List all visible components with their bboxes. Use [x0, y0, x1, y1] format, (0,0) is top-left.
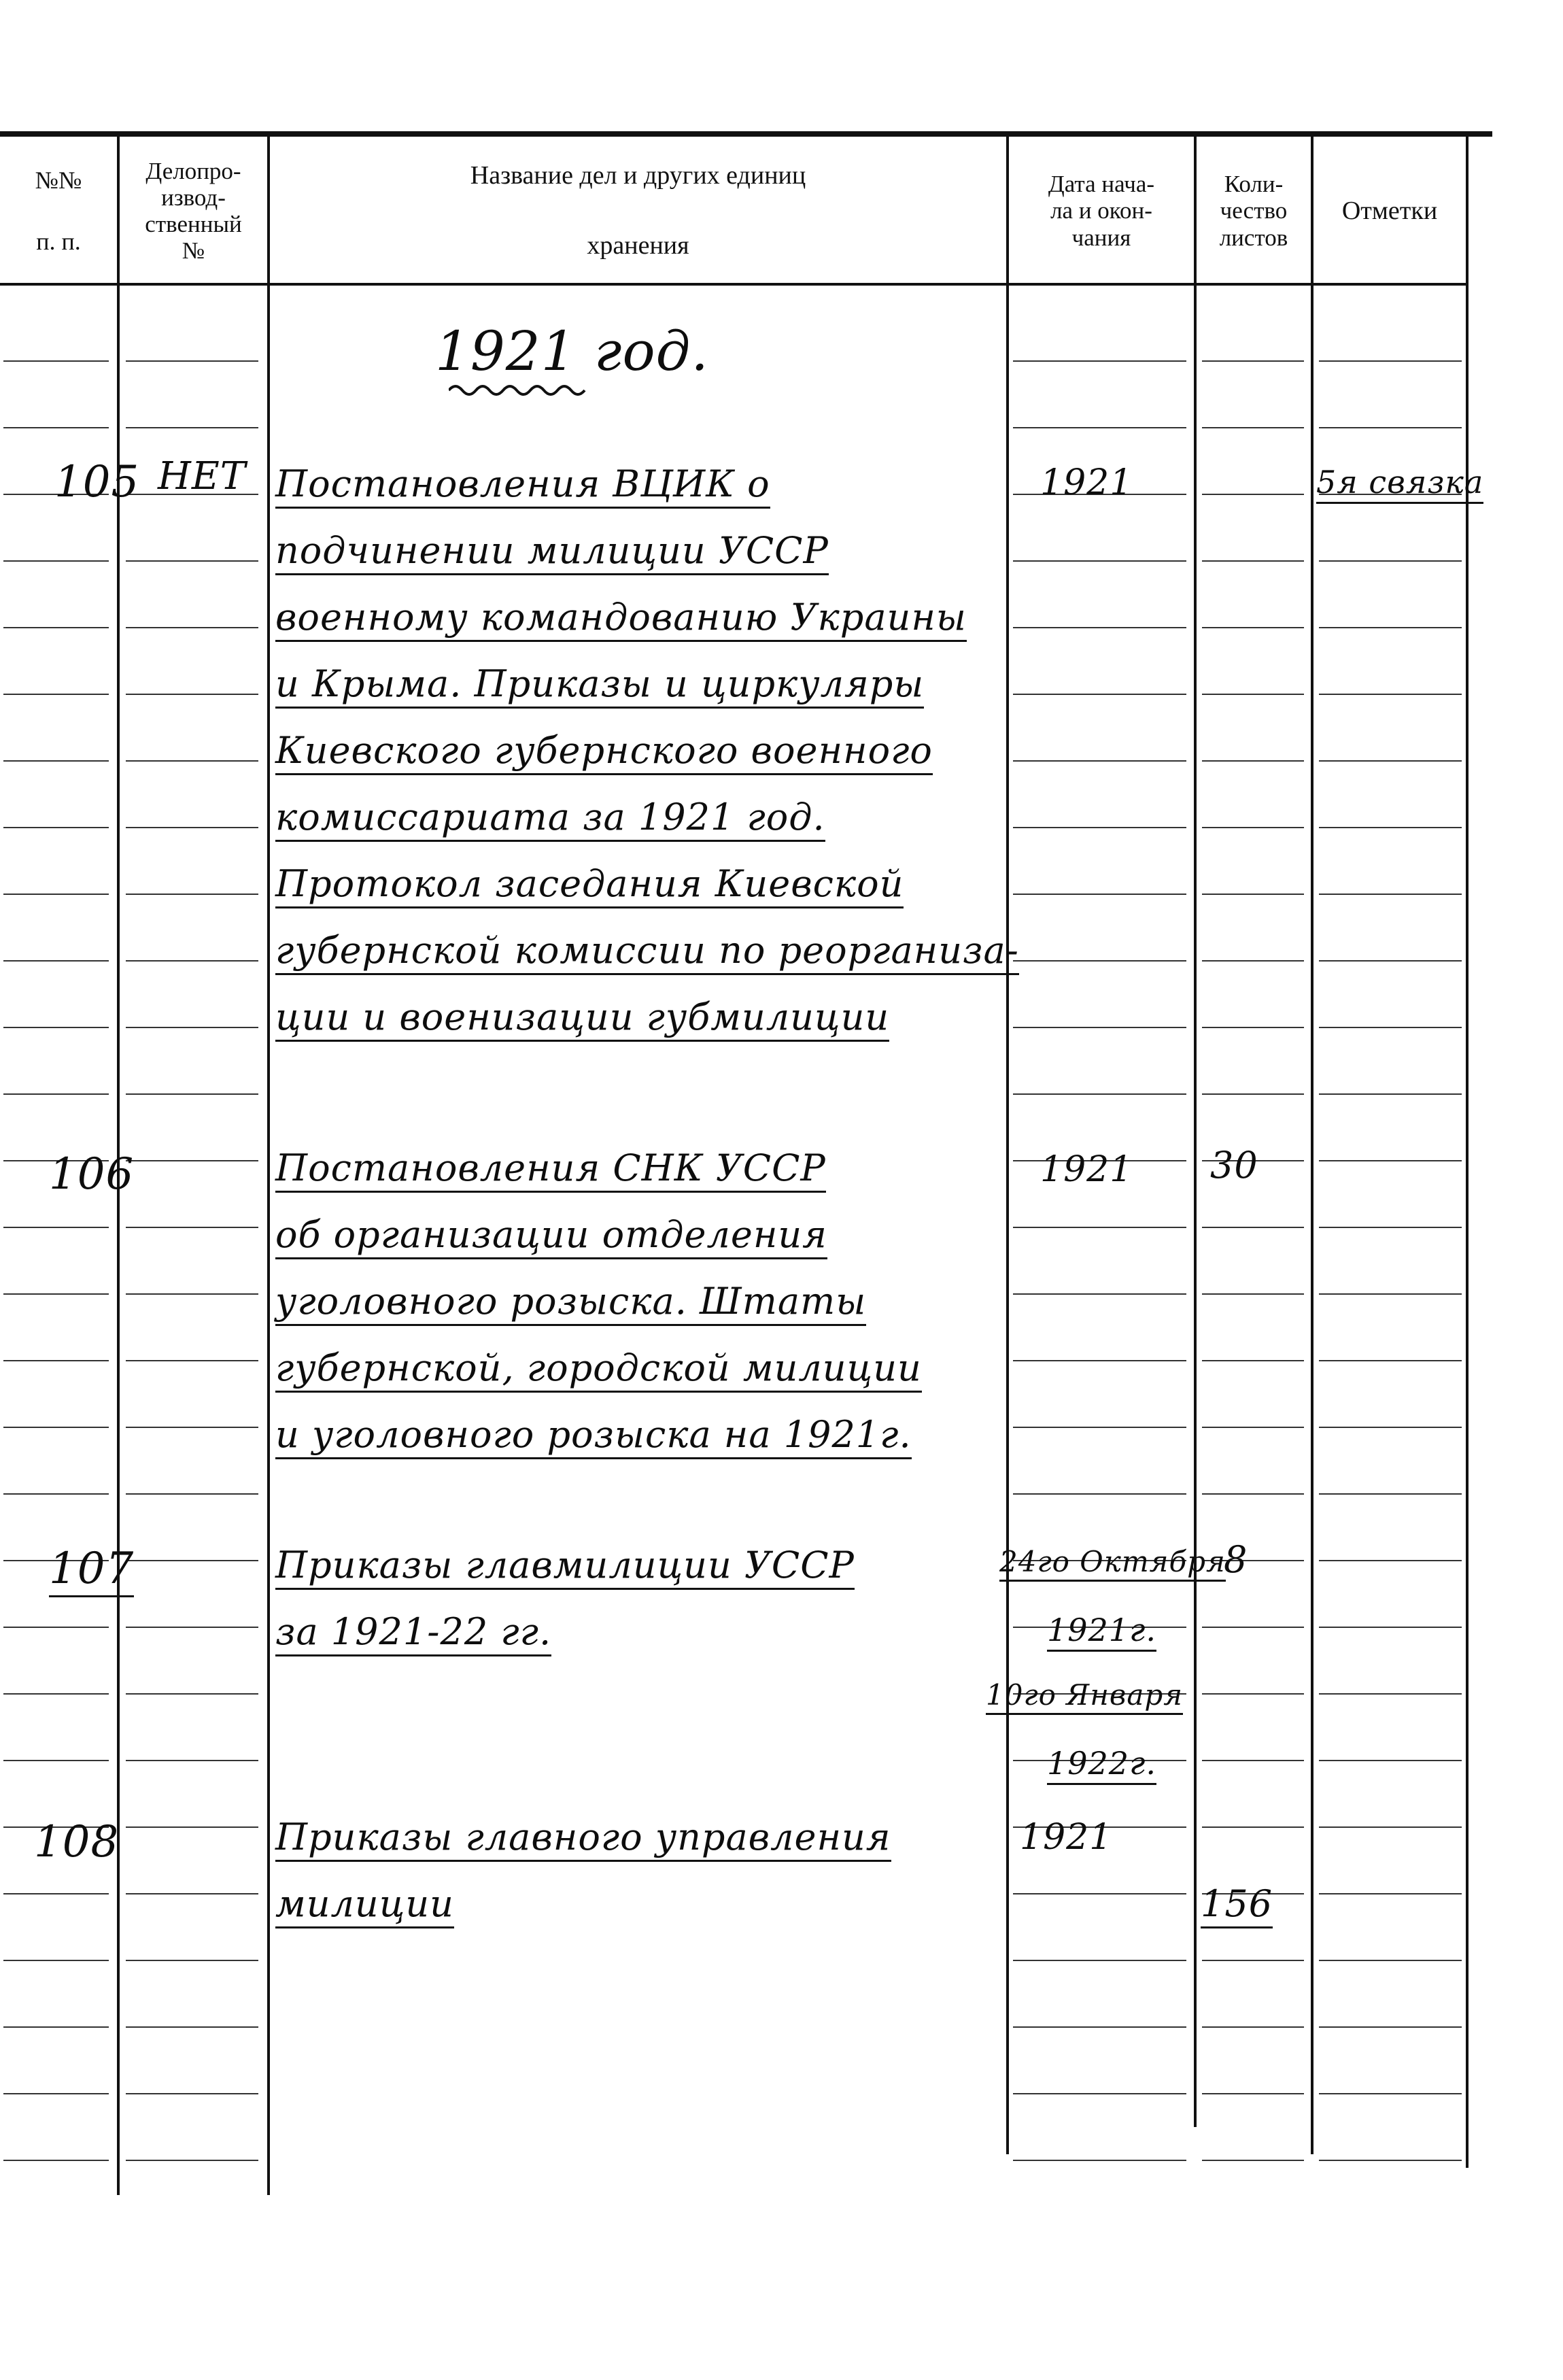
entry-text-line: Приказы главного управления	[275, 1816, 891, 1862]
ruled-line	[1319, 1627, 1462, 1628]
ruled-line	[1013, 1027, 1186, 1028]
entry-text-line: подчинении милиции УССР	[275, 529, 829, 575]
entry-text-line: губернской, городской милиции	[275, 1346, 922, 1393]
ruled-line	[126, 1560, 258, 1561]
ruled-line	[1202, 760, 1304, 762]
entry-mark: 5я связка	[1316, 464, 1483, 504]
entry-date: 1921г.	[1047, 1612, 1156, 1652]
ruled-line	[126, 827, 258, 828]
ruled-line	[126, 1960, 258, 1961]
ruled-line	[3, 960, 109, 962]
ruled-line	[1013, 827, 1186, 828]
ruled-line	[1013, 760, 1186, 762]
entry-text-line: и уголовного розыска на 1921г.	[275, 1413, 912, 1459]
ruled-line	[1319, 1427, 1462, 1428]
ruled-line	[1319, 2160, 1462, 2161]
header-marks	[1313, 139, 1466, 282]
header-name	[270, 139, 1006, 282]
ruled-line	[3, 2026, 109, 2028]
header-count	[1197, 139, 1311, 282]
entry-date: 10го Января	[986, 1678, 1183, 1715]
header-count-line: листов	[1219, 224, 1288, 251]
ruled-line	[1013, 1427, 1186, 1428]
header-count-line: Коли-	[1224, 171, 1284, 198]
ruled-line	[126, 960, 258, 962]
header-delo-line: ственный	[145, 211, 242, 237]
ruled-line	[1013, 1293, 1186, 1295]
ruled-line	[1202, 2093, 1304, 2094]
ruled-line	[126, 627, 258, 628]
year-heading: 1921 год.	[435, 320, 709, 383]
entry-text-line: ции и военизации губмилиции	[275, 996, 889, 1042]
entry-text-line: Постановления СНК УССР	[275, 1146, 826, 1193]
ruled-line	[1202, 1093, 1304, 1095]
ruled-line	[1202, 1027, 1304, 1028]
ruled-line	[1013, 1493, 1186, 1495]
ruled-line	[126, 1826, 258, 1828]
ruled-line	[3, 1760, 109, 1761]
entry-delo: НЕТ	[158, 454, 247, 498]
header-num-line: №№	[35, 166, 82, 194]
entry-num: 105	[54, 457, 140, 507]
ruled-line	[1013, 1093, 1186, 1095]
ruled-line	[1319, 1360, 1462, 1361]
ruled-line	[3, 1427, 109, 1428]
header-name-line: хранения	[587, 231, 689, 260]
ruled-line	[1319, 1493, 1462, 1495]
ruled-line	[3, 1227, 109, 1228]
ruled-line	[1319, 1027, 1462, 1028]
ruled-line	[1202, 1760, 1304, 1761]
ruled-line	[126, 1893, 258, 1894]
ruled-line	[1319, 1893, 1462, 1894]
ruled-line	[3, 1960, 109, 1961]
ruled-line	[1202, 427, 1304, 428]
ruled-line	[1202, 1360, 1304, 1361]
ruled-line	[1319, 1826, 1462, 1828]
top-rule	[0, 131, 1492, 137]
ruled-line	[1013, 1960, 1186, 1961]
entry-date: 1922г.	[1047, 1745, 1156, 1785]
ruled-line	[1013, 627, 1186, 628]
ruled-line	[1013, 360, 1186, 362]
ruled-line	[126, 760, 258, 762]
ruled-line	[1202, 1693, 1304, 1695]
ruled-line	[1319, 1160, 1462, 1161]
ruled-line	[126, 1027, 258, 1028]
ruled-line	[3, 360, 109, 362]
header-name-line: Название дел и других единиц	[470, 161, 806, 190]
header-delo-line: Делопро-	[145, 157, 241, 184]
entry-text-line: Приказы главмилиции УССР	[275, 1544, 855, 1590]
ruled-line	[3, 1027, 109, 1028]
ruled-line	[1319, 1693, 1462, 1695]
ruled-line	[1202, 1293, 1304, 1295]
ruled-line	[1319, 1960, 1462, 1961]
ruled-line	[126, 427, 258, 428]
ruled-line	[3, 1293, 109, 1295]
ruled-line	[126, 1293, 258, 1295]
ruled-line	[1202, 894, 1304, 895]
ruled-line	[126, 1360, 258, 1361]
ruled-line	[126, 1427, 258, 1428]
ruled-line	[1202, 694, 1304, 695]
ruled-line	[3, 627, 109, 628]
ruled-line	[3, 2160, 109, 2161]
ruled-line	[3, 1093, 109, 1095]
entry-text-line: уголовного розыска. Штаты	[275, 1280, 866, 1326]
ruled-line	[1202, 2026, 1304, 2028]
ruled-line	[1319, 627, 1462, 628]
ruled-line	[1013, 894, 1186, 895]
ruled-line	[1013, 427, 1186, 428]
entry-text-line: и Крыма. Приказы и циркуляры	[275, 662, 924, 709]
ruled-line	[3, 827, 109, 828]
entry-text-line: Протокол заседания Киевской	[275, 862, 904, 908]
header-num-line: п. п.	[36, 228, 81, 255]
ruled-line	[1319, 360, 1462, 362]
entry-count: 156	[1201, 1882, 1273, 1928]
ruled-line	[1013, 1227, 1186, 1228]
entry-text-line: за 1921-22 гг.	[275, 1610, 551, 1656]
ruled-line	[126, 694, 258, 695]
ruled-line	[1202, 1960, 1304, 1961]
ruled-line	[3, 1360, 109, 1361]
ruled-line	[1202, 827, 1304, 828]
ruled-line	[1013, 694, 1186, 695]
entry-text-line: губернской комиссии по реорганиза-	[275, 929, 1019, 975]
ruled-line	[1013, 1893, 1186, 1894]
entry-text-line: милиции	[275, 1882, 454, 1928]
ruled-line	[126, 360, 258, 362]
ruled-line	[1319, 1293, 1462, 1295]
entry-date: 1921	[1040, 462, 1133, 503]
header-marks-label: Отметки	[1341, 196, 1438, 225]
ruled-line	[1013, 1360, 1186, 1361]
ruled-line	[1319, 2093, 1462, 2094]
entry-text-line: Киевского губернского военного	[275, 729, 933, 775]
ruled-line	[1013, 2093, 1186, 2094]
ruled-line	[1202, 360, 1304, 362]
entry-date: 24го Октября	[999, 1545, 1226, 1582]
ruled-line	[3, 1893, 109, 1894]
ruled-line	[126, 1160, 258, 1161]
ruled-line	[126, 2026, 258, 2028]
header-delo-line: извод-	[161, 184, 226, 211]
header-date	[1009, 139, 1194, 282]
ruled-line	[1319, 1760, 1462, 1761]
ruled-line	[3, 694, 109, 695]
ruled-line	[1319, 1560, 1462, 1561]
ruled-line	[1319, 1093, 1462, 1095]
ruled-line	[1202, 1493, 1304, 1495]
ruled-line	[3, 427, 109, 428]
ruled-line	[1319, 760, 1462, 762]
header-date-line: ла и окон-	[1050, 197, 1152, 224]
ruled-line	[126, 2160, 258, 2161]
ruled-line	[126, 1693, 258, 1695]
entry-count: 8	[1224, 1538, 1248, 1581]
ruled-line	[1202, 1627, 1304, 1628]
ruled-line	[1202, 1427, 1304, 1428]
entry-num: 108	[34, 1817, 120, 1867]
entry-num: 107	[49, 1544, 134, 1597]
ruled-line	[1202, 1826, 1304, 1828]
ruled-line	[3, 894, 109, 895]
ruled-line	[1319, 560, 1462, 562]
ruled-line	[3, 2093, 109, 2094]
ruled-line	[126, 1493, 258, 1495]
ruled-line	[3, 760, 109, 762]
entry-text-line: комиссариата за 1921 год.	[275, 796, 825, 842]
header-count-line: чество	[1220, 197, 1288, 224]
entry-text-line: военному командованию Украины	[275, 596, 967, 642]
ruled-line	[126, 2093, 258, 2094]
entry-text-line: об организации отделения	[275, 1213, 827, 1259]
header-delo	[120, 139, 267, 282]
ruled-line	[1013, 2160, 1186, 2161]
ruled-line	[1013, 2026, 1186, 2028]
entry-count: 30	[1210, 1144, 1258, 1187]
ruled-line	[3, 1693, 109, 1695]
ruled-line	[1319, 827, 1462, 828]
ruled-line	[1319, 694, 1462, 695]
entry-date: 1921	[1040, 1149, 1133, 1190]
ruled-line	[1202, 494, 1304, 495]
ruled-line	[1013, 960, 1186, 962]
ruled-line	[126, 560, 258, 562]
year-underline-squiggle	[449, 382, 591, 398]
ruled-line	[126, 1093, 258, 1095]
entry-num: 106	[49, 1149, 135, 1200]
ruled-line	[1319, 427, 1462, 428]
ruled-line	[1202, 2160, 1304, 2161]
ruled-line	[126, 1627, 258, 1628]
header-date-line: Дата нача-	[1048, 171, 1155, 198]
header-delo-line: №	[182, 237, 205, 265]
ruled-line	[126, 1760, 258, 1761]
ruled-line	[1319, 960, 1462, 962]
header-date-line: чания	[1071, 224, 1131, 251]
ruled-line	[3, 1627, 109, 1628]
entry-text-line: Постановления ВЦИК о	[275, 462, 770, 509]
header-num	[0, 139, 117, 282]
ruled-line	[1202, 960, 1304, 962]
entry-date: 1921	[1020, 1817, 1113, 1858]
ruled-line	[1319, 1227, 1462, 1228]
ruled-line	[1202, 560, 1304, 562]
ruled-line	[126, 894, 258, 895]
ruled-line	[1202, 1227, 1304, 1228]
ruled-line	[1202, 627, 1304, 628]
ruled-line	[126, 1227, 258, 1228]
ruled-line	[1013, 560, 1186, 562]
ruled-line	[1319, 894, 1462, 895]
ruled-line	[1319, 2026, 1462, 2028]
ruled-line	[3, 1493, 109, 1495]
ruled-line	[3, 560, 109, 562]
